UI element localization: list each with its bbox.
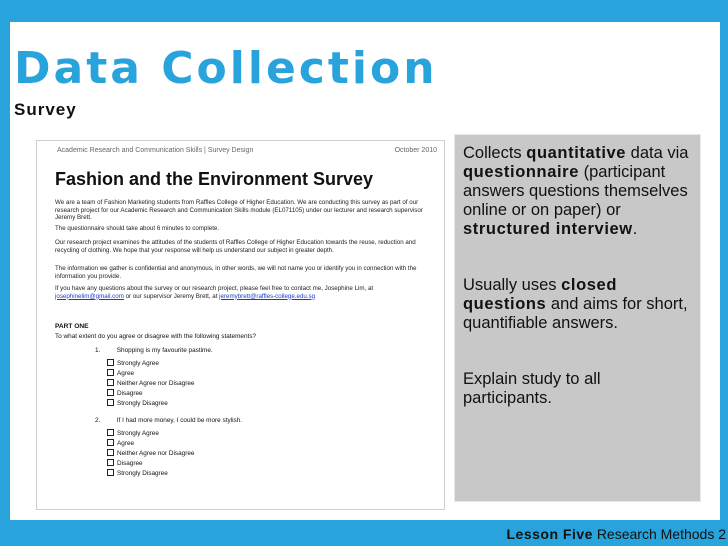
option-label: Neither Agree nor Disagree xyxy=(117,380,195,387)
answer-option xyxy=(107,369,134,377)
document-title: Fashion and the Environment Survey xyxy=(55,169,374,189)
slide-footer xyxy=(507,526,727,542)
panel-paragraph-explain: Explain study to all participants. xyxy=(463,370,601,407)
answer-option xyxy=(107,469,168,477)
option-label: Disagree xyxy=(117,460,143,467)
panel-keyword: structured interview xyxy=(463,220,633,238)
email-link[interactable]: jeremybrett@raffles-college.edu.sg xyxy=(219,292,316,300)
document-header-left: Academic Research and Communication Skills | Survey Design xyxy=(57,147,254,154)
checkbox-icon xyxy=(107,459,114,466)
checkbox-icon xyxy=(107,389,114,396)
checkbox-icon xyxy=(107,359,114,366)
answer-option xyxy=(107,359,159,367)
option-label: Strongly Disagree xyxy=(117,400,168,407)
slide-frame-top xyxy=(0,0,728,22)
option-label: Disagree xyxy=(117,390,143,397)
panel-text: and aims for short, quantifiable answers. xyxy=(463,295,688,332)
slide-title: Data Collection xyxy=(14,43,438,94)
answer-option xyxy=(107,429,159,437)
answer-option xyxy=(107,389,143,397)
panel-text: Usually uses xyxy=(463,276,557,294)
question-number: 1. xyxy=(95,347,101,354)
answer-option xyxy=(107,379,194,387)
option-label: Strongly Agree xyxy=(117,360,159,367)
contact-text: or our supervisor Jeremy Brett, at xyxy=(125,292,218,300)
option-label: Agree xyxy=(117,370,135,377)
checkbox-icon xyxy=(107,449,114,456)
question xyxy=(95,417,242,424)
panel-text: (participant answers questions themselves online or on paper) or xyxy=(463,163,688,219)
option-label: Strongly Disagree xyxy=(117,470,168,477)
panel-paragraph-closed-questions xyxy=(463,276,691,333)
checkbox-icon xyxy=(107,369,114,376)
answer-option xyxy=(107,449,194,457)
contact-text: If you have any questions about the survey or our research project, please feel free to contact me, Josephine Lim, at xyxy=(55,285,374,292)
document-header xyxy=(57,147,437,154)
question-number: 2. xyxy=(95,417,101,424)
panel-text: Collects xyxy=(463,144,522,162)
slide-frame-left xyxy=(0,0,10,546)
email-link[interactable]: josephinelim@gmail.com xyxy=(55,292,124,300)
question-text: Shopping is my favourite pastime. xyxy=(116,347,213,354)
checkbox-icon xyxy=(107,399,114,406)
panel-keyword: questionnaire xyxy=(463,163,579,181)
answer-option xyxy=(107,399,168,407)
answer-option xyxy=(107,439,134,447)
document-paragraph: The information we gather is confidential and anonymous, in other words, we will not name you or identify you in connection with the information you provide. xyxy=(55,265,417,280)
footer-lesson: Lesson Five xyxy=(506,526,593,542)
option-label: Strongly Agree xyxy=(117,430,159,437)
survey-document-image xyxy=(36,140,445,510)
slide-subtitle: Survey xyxy=(14,100,77,119)
checkbox-icon xyxy=(107,439,114,446)
checkbox-icon xyxy=(107,429,114,436)
document-paragraph: Our research project examines the attitudes of the students of Raffles College of Higher Education towards the reuse, reduction and recycling of clothing. We hope that your response will help us understand our subject in greater depth. xyxy=(55,239,416,254)
checkbox-icon xyxy=(107,469,114,476)
panel-keyword: closed questions xyxy=(463,276,618,313)
checkbox-icon xyxy=(107,379,114,386)
footer-course: Research Methods 2 xyxy=(596,526,726,542)
document-contact-paragraph xyxy=(55,285,425,300)
option-label: Neither Agree nor Disagree xyxy=(117,450,195,457)
panel-keyword: quantitative xyxy=(526,144,627,162)
document-header-right: October 2010 xyxy=(394,147,437,154)
question-intro: To what extent do you agree or disagree with the following statements? xyxy=(55,333,257,340)
panel-text: data via xyxy=(630,144,689,162)
slide-frame-right xyxy=(720,0,728,546)
panel-text: . xyxy=(632,220,638,238)
panel-paragraph-quantitative xyxy=(463,144,691,239)
answer-option xyxy=(107,459,143,467)
document-paragraph: We are a team of Fashion Marketing students from Raffles College of Higher Education. We are conducting this survey as part of our research project for our Academic Research and Communication Skills module (EL071105) under our lecturer and research supervisor Jeremy Brett. xyxy=(55,199,423,222)
document-paragraph: The questionnaire should take about 6 minutes to complete. xyxy=(55,225,220,232)
question xyxy=(95,347,213,354)
question-text: If I had more money, I could be more stylish. xyxy=(116,417,243,424)
part-label: PART ONE xyxy=(55,323,89,330)
option-label: Agree xyxy=(117,440,135,447)
